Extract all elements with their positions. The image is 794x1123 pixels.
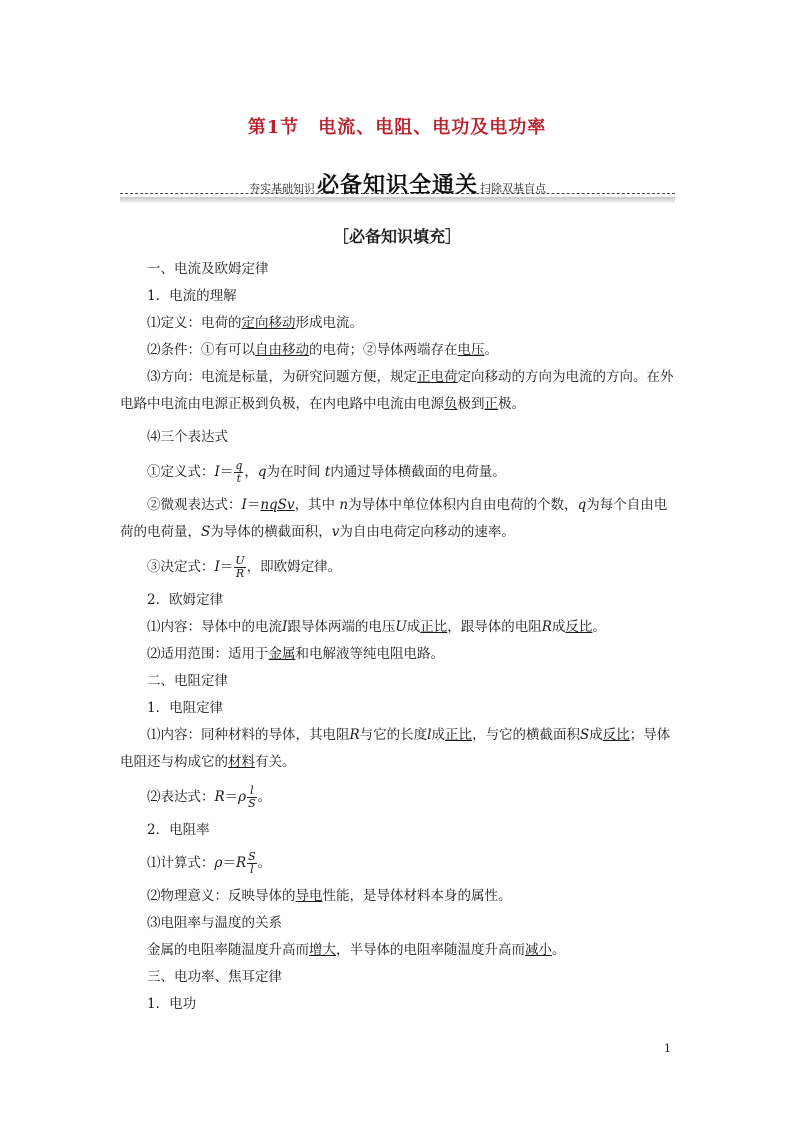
section-title: 第1节 电流、电阻、电功及电功率 (247, 117, 547, 138)
line-ohm-scope: ⑵适用范围：适用于金属和电解液等纯电阻电路。 (147, 646, 444, 662)
blank-answer: 材料 (228, 754, 255, 770)
subheading-2-2: 2．电阻率 (147, 822, 210, 838)
banner (120, 166, 675, 206)
line-direction: ⑶方向：电流是标量，为研究问题方便，规定正电荷定向移动的方向为电流的方向。在外电路中电流由电源正极到负极，在内电路中电流由电源负极到正极。 (120, 369, 674, 412)
blank-answer: 正电荷 (417, 369, 458, 385)
fraction-l-over-s: $\frac{l}{S}$ (248, 784, 256, 810)
line-resistivity-temperature: ⑶电阻率与温度的关系 (147, 915, 282, 931)
line-expressions: ⑷三个表达式 (147, 429, 228, 445)
blank-answer: 反比 (565, 619, 593, 635)
line-definition-formula: ①定义式：I＝ $\frac{q}{t}$ ，q为在时间 t内通过导体横截面的电荷量。 (147, 459, 506, 485)
subheading-3-1: 1．电功 (147, 996, 197, 1012)
line-resistance-formula: ⑵表达式：R＝ρ $\frac{l}{S}$ 。 (147, 784, 272, 810)
blank-answer: 增大 (309, 942, 336, 958)
blank-answer: 正比 (445, 727, 472, 743)
subheading-1-1: 1．电流的理解 (147, 288, 237, 304)
section-heading: ［必备知识填充］ (332, 227, 461, 246)
fraction-q-over-t: $\frac{q}{t}$ (235, 459, 243, 485)
blank-answer: 负 (444, 396, 458, 412)
line-definition: ⑴定义：电荷的定向移动形成电流。 (147, 315, 363, 331)
heading-1: 一、电流及欧姆定律 (147, 261, 269, 277)
content-body (120, 256, 678, 1018)
page-number: 1 (664, 1042, 671, 1055)
line-condition: ⑵条件：①有可以自由移动的电荷；②导体两端存在电压。 (147, 342, 498, 358)
line-micro-formula: ②微观表达式：I＝nqSv，其中 n为导体中单位体积内自由电荷的个数，q为每个自由电荷的电荷量，S为导体的横截面积，v为自由电荷定向移动的速率。 (120, 497, 668, 540)
line-physical-meaning: ⑵物理意义：反映导体的导电性能，是导体材料本身的属性。 (147, 888, 512, 904)
line-resistivity-formula: ⑴计算式：ρ＝R $\frac{S}{l}$ 。 (147, 850, 272, 876)
blank-answer: 减小 (525, 942, 552, 958)
line-resistance-law: ⑴内容：同种材料的导体，其电阻R与它的长度l成正比，与它的横截面积S成反比；导体电阻还与构成它的材料有关。 (120, 727, 671, 770)
blank-answer: 自由移动 (255, 342, 309, 358)
heading-2: 二、电阻定律 (147, 673, 228, 689)
blank-answer: 反比 (602, 727, 630, 743)
line-ohm-content: ⑴内容：导体中的电流I跟导体两端的电压U成正比，跟导体的电阻R成反比。 (147, 619, 606, 635)
blank-answer: 电压 (457, 342, 485, 358)
banner-main-text: 必备知识全通关 (316, 173, 478, 198)
blank-answer: nqSv (260, 497, 295, 513)
blank-answer: 金属 (268, 646, 296, 662)
heading-3: 三、电功率、焦耳定律 (147, 969, 282, 985)
blank-answer: 定向移动 (241, 315, 296, 331)
banner-text (120, 168, 675, 199)
banner-left-text: 夯实基础知识 (248, 182, 315, 195)
blank-answer: 导电 (295, 888, 323, 904)
fraction-u-over-r: $\frac{U}{R}$ (235, 554, 245, 580)
blank-answer: 正 (484, 396, 498, 412)
banner-right-text: 扫除双基盲点 (480, 182, 546, 195)
blank-answer: 正比 (420, 619, 448, 635)
line-temperature-relation: 金属的电阻率随温度升高而增大，半导体的电阻率随温度升高而减小。 (147, 942, 566, 958)
subheading-1-2: 2．欧姆定律 (147, 592, 224, 608)
line-determining-formula: ③决定式：I＝ $\frac{U}{R}$ ，即欧姆定律。 (147, 554, 342, 580)
subheading-2-1: 1．电阻定律 (147, 700, 224, 716)
fraction-s-over-l: $\frac{S}{l}$ (248, 850, 256, 876)
